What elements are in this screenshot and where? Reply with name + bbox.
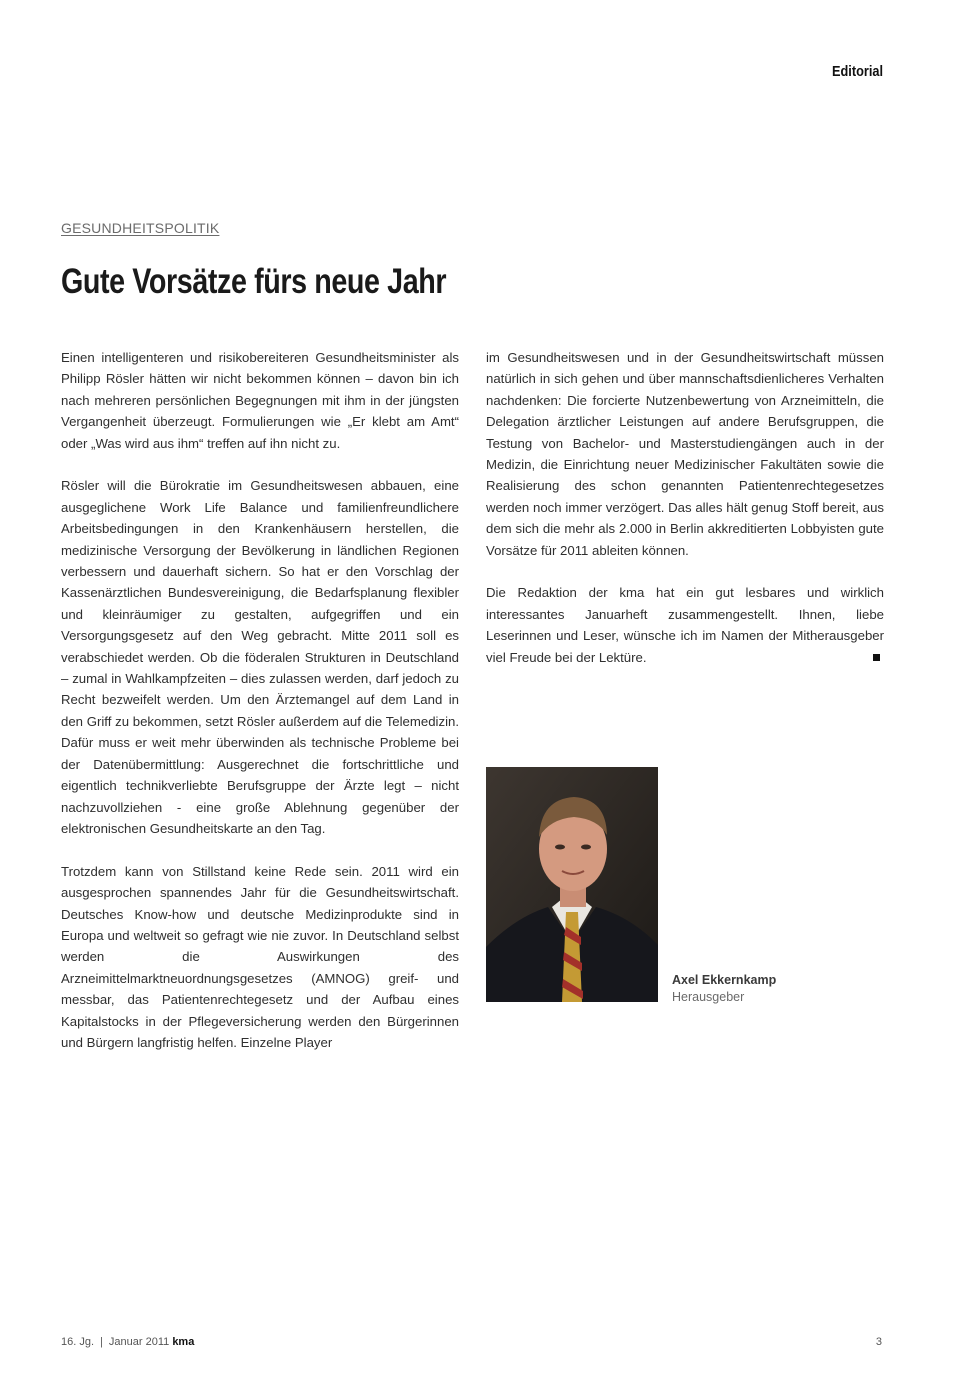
footer-issue: Januar 2011 (108, 1336, 170, 1348)
paragraph: Trotzdem kann von Stillstand keine Rede sein. 2011 wird ein ausgesprochen spannendes Jahr für die Gesundheitswirtschaft. Deutsches Know-how und deutsche Medizinprodukte sind in Europa und weltweit so gefragt wie nie zuvor. In Deutschland selbst werden die Auswirkungen des Arzneimittelmarktneuordnungsgesetzes (AMNOG) greif- und messbar, das Patientenrechtegesetz und der Aufbau eines Kapitalstocks in der Pflegeversicherung werden den Bürgerinnen und Bürgern langfristig helfen. Einzelne Player (61, 863, 459, 1050)
author-photo (486, 767, 658, 1002)
page-number: 3 (875, 1336, 882, 1348)
article-title: Gute Vorsätze fürs neue Jahr (61, 262, 447, 301)
footer-volume: 16. Jg. (61, 1336, 95, 1348)
article-kicker: GESUNDHEITSPOLITIK (61, 220, 220, 236)
end-of-article-mark (873, 654, 880, 661)
footer-issue-info (61, 1336, 194, 1348)
author-name: Axel Ekkernkamp (672, 973, 777, 987)
paragraph: Rösler will die Bürokratie im Gesundheitswesen abbauen, eine ausgeglichene Work Life Balance und familienfreundlichere Arbeitsbedingungen in den Krankenhäusern herstellen, die medizinische Versorgung der Bevölkerung in ländlichen Regionen verbessern und dauerhaft sichern. So hat er den Vorschlag der Kassenärztlichen Bundesvereinigung, die Bedarfsplanung flexibler und kleinräumiger zu gestalten, aufgegriffen und ein Versorgungsgesetz auf den Weg gebracht. Mitte 2011 soll es verabschiedet werden. Ob die föderalen Strukturen in Deutschland – zumal in Wahlkampfzeiten – dies zulassen werden, darf jedoch zu Recht bezweifelt werden. Um den Ärztemangel auf dem Land in den Griff zu bekommen, setzt Rösler außerdem auf die Telemedizin. Dafür muss er weit mehr überwinden als technische Probleme bei der Datenübermittlung: Ausgerechnet die fortschrittliche und eigentlich technikverliebte Berufsgruppe der Ärzte legt – nicht nachzuvollziehen - eine große Ablehnung gegenüber der elektronischen Gesundheitskarte an den Tag. (61, 478, 459, 836)
paragraph-last (486, 582, 884, 668)
paragraph: im Gesundheitswesen und in der Gesundheitswirtschaft müssen natürlich in sich gehen und über mannschaftsdienlicheres Verhalten nachdenken: Die forcierte Nutzenbewertung von Arzneimitteln, die Delegation ärztlicher Leistungen auf andere Berufsgruppen, die Testung von Bachelor- und Masterstudiengängen auch in der Medizin, die Einrichtung neuer Medizinischer Fakultäten sowie die Realisierung des schon genannten Patientenrechtegesetzes werden noch immer verzögert. Das alles hält genug Stoff bereit, aus dem sich die mehr als 2.000 in Berlin akkreditierten Lobbyisten gute Vorsätze für 2011 ableiten können. (486, 350, 884, 558)
author-role: Herausgeber (672, 990, 745, 1004)
section-label: Editorial (831, 63, 883, 80)
paragraph: Einen intelligenteren und risikobereiteren Gesundheitsminister als Philipp Rösler hätten wir nicht bekommen können – davon bin ich nach mehreren persönlichen Begegnungen mit ihm in der jüngsten Vergangenheit überzeugt. Formulierungen wie „Er klebt am Amt“ oder „Was wird aus ihm“ treffen auf ihn nicht zu. (61, 350, 459, 451)
footer-separator: | (100, 1336, 103, 1348)
text-column-left (61, 347, 459, 1075)
author-portrait-illustration (486, 767, 658, 1002)
paragraph-text: Die Redaktion der kma hat ein gut lesbares und wirklich interessantes Januarheft zusammengestellt. Ihnen, liebe Leserinnen und Leser, wünsche ich im Namen der Mitherausgeber viel Freude bei der Lektüre. (486, 585, 884, 665)
text-column-right (486, 347, 884, 689)
footer-brand-logo: kma (172, 1336, 195, 1348)
